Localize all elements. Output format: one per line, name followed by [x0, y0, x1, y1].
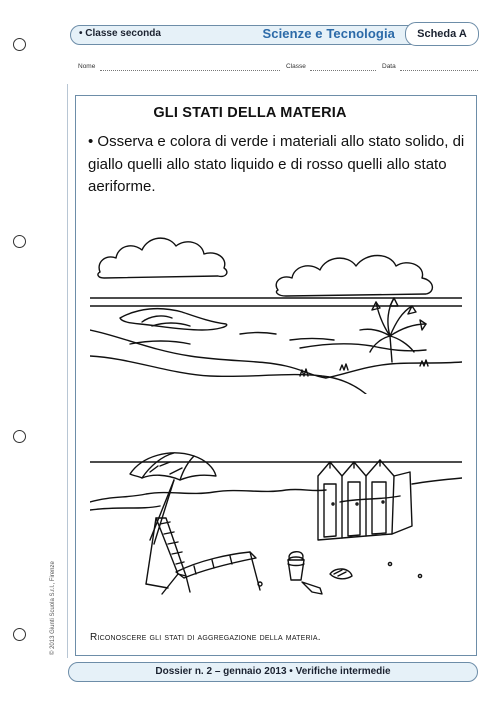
date-field-label: Data: [382, 63, 396, 70]
name-field-line[interactable]: [100, 70, 280, 71]
header-band: [70, 25, 478, 45]
beach-illustration: [90, 444, 462, 600]
copyright-notice: © 2013 Giunti Scuola S.r.l., Firenze: [50, 561, 56, 655]
deck-chair: [146, 518, 260, 594]
shore-line: [90, 330, 326, 378]
worksheet-badge: Scheda A: [405, 22, 479, 46]
learning-objective: Riconoscere gli stati di aggregazione della materia.: [90, 632, 321, 643]
landscape-illustration: [90, 226, 462, 394]
date-field-line[interactable]: [400, 70, 478, 71]
student-info-fields: [78, 63, 478, 77]
subject-title: Scienze e Tecnologia: [262, 26, 395, 41]
binder-hole: [13, 430, 26, 443]
hill-line: [90, 356, 366, 394]
footer-band: Dossier n. 2 – gennaio 2013 • Verifiche intermedie: [68, 662, 478, 682]
seashell: [330, 569, 352, 579]
binder-hole: [13, 628, 26, 641]
binder-hole: [13, 38, 26, 51]
beach-umbrella: [130, 453, 216, 544]
sand-bucket: [288, 552, 322, 594]
beach-cabins: [318, 460, 412, 540]
class-field-line[interactable]: [310, 70, 376, 71]
cloud-left: [98, 238, 227, 278]
binder-hole: [13, 235, 26, 248]
shoreline: [90, 478, 462, 502]
worksheet-title: GLI STATI DELLA MATERIA: [153, 105, 347, 121]
instruction-text: • Osserva e colora di verde i materiali allo stato solido, di giallo quelli allo stato liquido e di rosso quelli allo stato aeriforme.: [88, 133, 465, 195]
cloud-right: [276, 256, 432, 297]
margin-line: [67, 84, 68, 658]
name-field-label: Nome: [78, 63, 96, 70]
headland: [120, 309, 227, 330]
class-level-label: • Classe seconda: [79, 28, 161, 39]
class-field-label: Classe: [286, 63, 306, 70]
